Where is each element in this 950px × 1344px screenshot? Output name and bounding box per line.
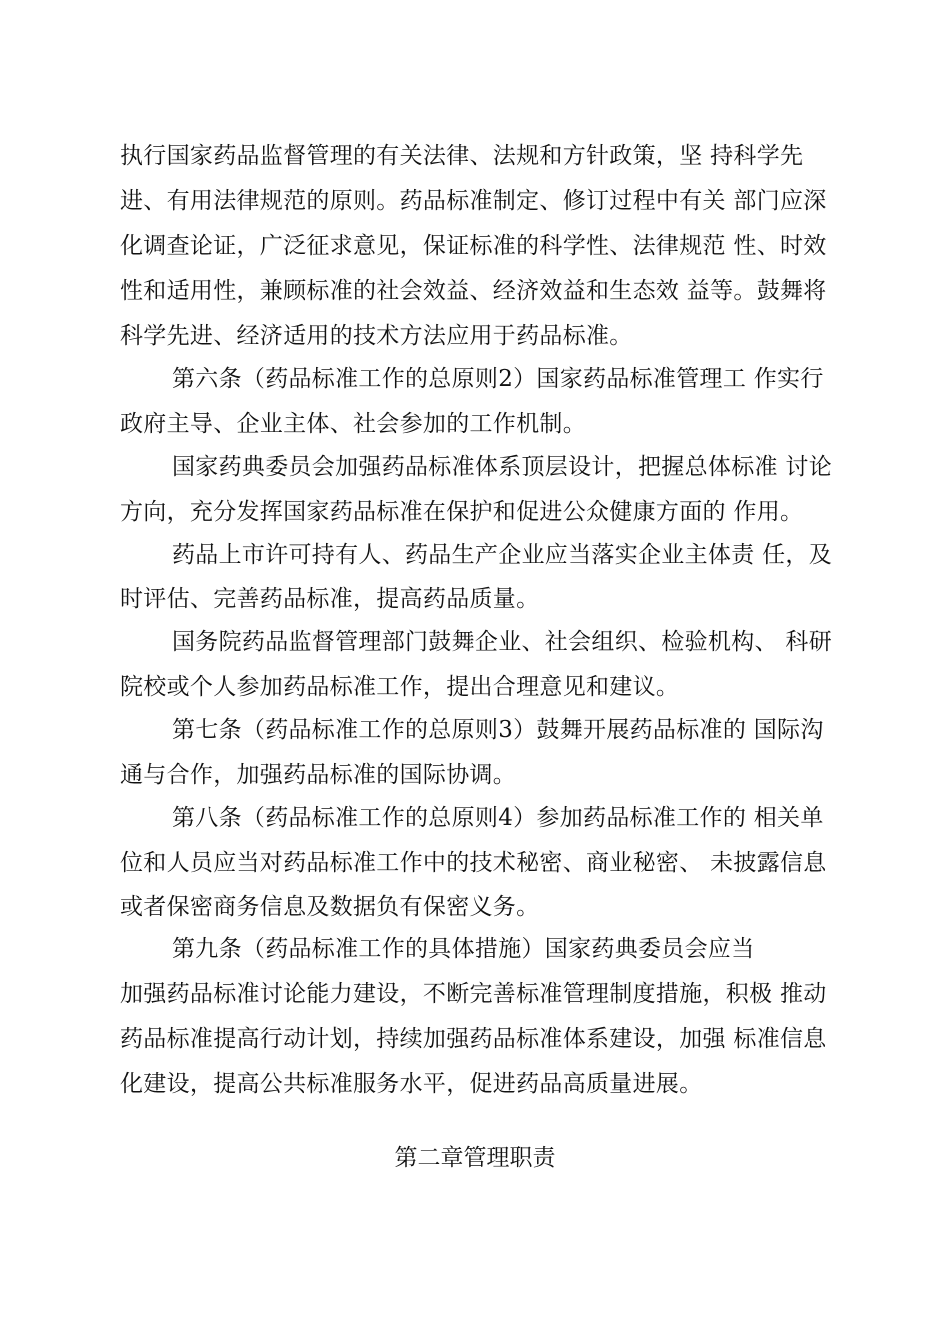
text-line-2: 进、有用法律规范的原则。药品标准制定、修订过程中有关 部门应深 (120, 188, 827, 214)
paragraph-line-13: 院校或个人参加药品标准工作，提出合理意见和建议。 (120, 674, 680, 700)
article-7-line-2: 通与合作，加强药品标准的国际协调。 (120, 762, 517, 788)
paragraph-line-8: 国家药典委员会加强药品标准体系顶层设计，把握总体标准 讨论 (172, 454, 833, 480)
text-line-3: 化调查论证，广泛征求意见，保证标准的科学性、法律规范 性、时效 (120, 233, 827, 259)
text-line-5: 科学先进、经济适用的技术方法应用于药品标准。 (120, 323, 633, 349)
article-6-line-2: 政府主导、企业主体、社会参加的工作机制。 (120, 411, 586, 437)
paragraph-line-9: 方向，充分发挥国家药品标准在保护和促进公众健康方面的 作用。 (120, 499, 804, 525)
article-8-line-2: 位和人员应当对药品标准工作中的技术秘密、商业秘密、 未披露信息 (120, 850, 827, 876)
article-6-line-1: 第六条（药品标准工作的总原则2）国家药品标准管理工 作实行 (172, 366, 824, 392)
text-line-1: 执行国家药品监督管理的有关法律、法规和方针政策，坚 持科学先 (120, 143, 804, 169)
article-8-line-3: 或者保密商务信息及数据负有保密义务。 (120, 894, 540, 920)
article-8-line-1: 第八条（药品标准工作的总原则4）参加药品标准工作的 相关单 (172, 805, 824, 831)
article-7-line-1: 第七条（药品标准工作的总原则3）鼓舞开展药品标准的 国际沟 (172, 717, 824, 743)
text-line-4: 性和适用性，兼顾标准的社会效益、经济效益和生态效 益等。鼓舞将 (120, 278, 827, 304)
paragraph-line-11: 时评估、完善药品标准，提高药品质量。 (120, 586, 540, 612)
article-9-line-2: 加强药品标准讨论能力建设，不断完善标准管理制度措施，积极 推动 (120, 981, 827, 1007)
paragraph-line-10: 药品上市许可持有人、药品生产企业应当落实企业主体责 任，及 (172, 542, 833, 568)
paragraph-line-12: 国务院药品监督管理部门鼓舞企业、社会组织、检验机构、 科研 (172, 629, 833, 655)
chapter-title: 第二章管理职责 (394, 1145, 556, 1171)
article-9-line-1: 第九条（药品标准工作的具体措施）国家药典委员会应当 (172, 936, 755, 962)
article-9-line-4: 化建设，提高公共标准服务水平，促进药品高质量进展。 (120, 1071, 703, 1097)
article-9-line-3: 药品标准提高行动计划，持续加强药品标准体系建设，加强 标准信息 (120, 1026, 827, 1052)
